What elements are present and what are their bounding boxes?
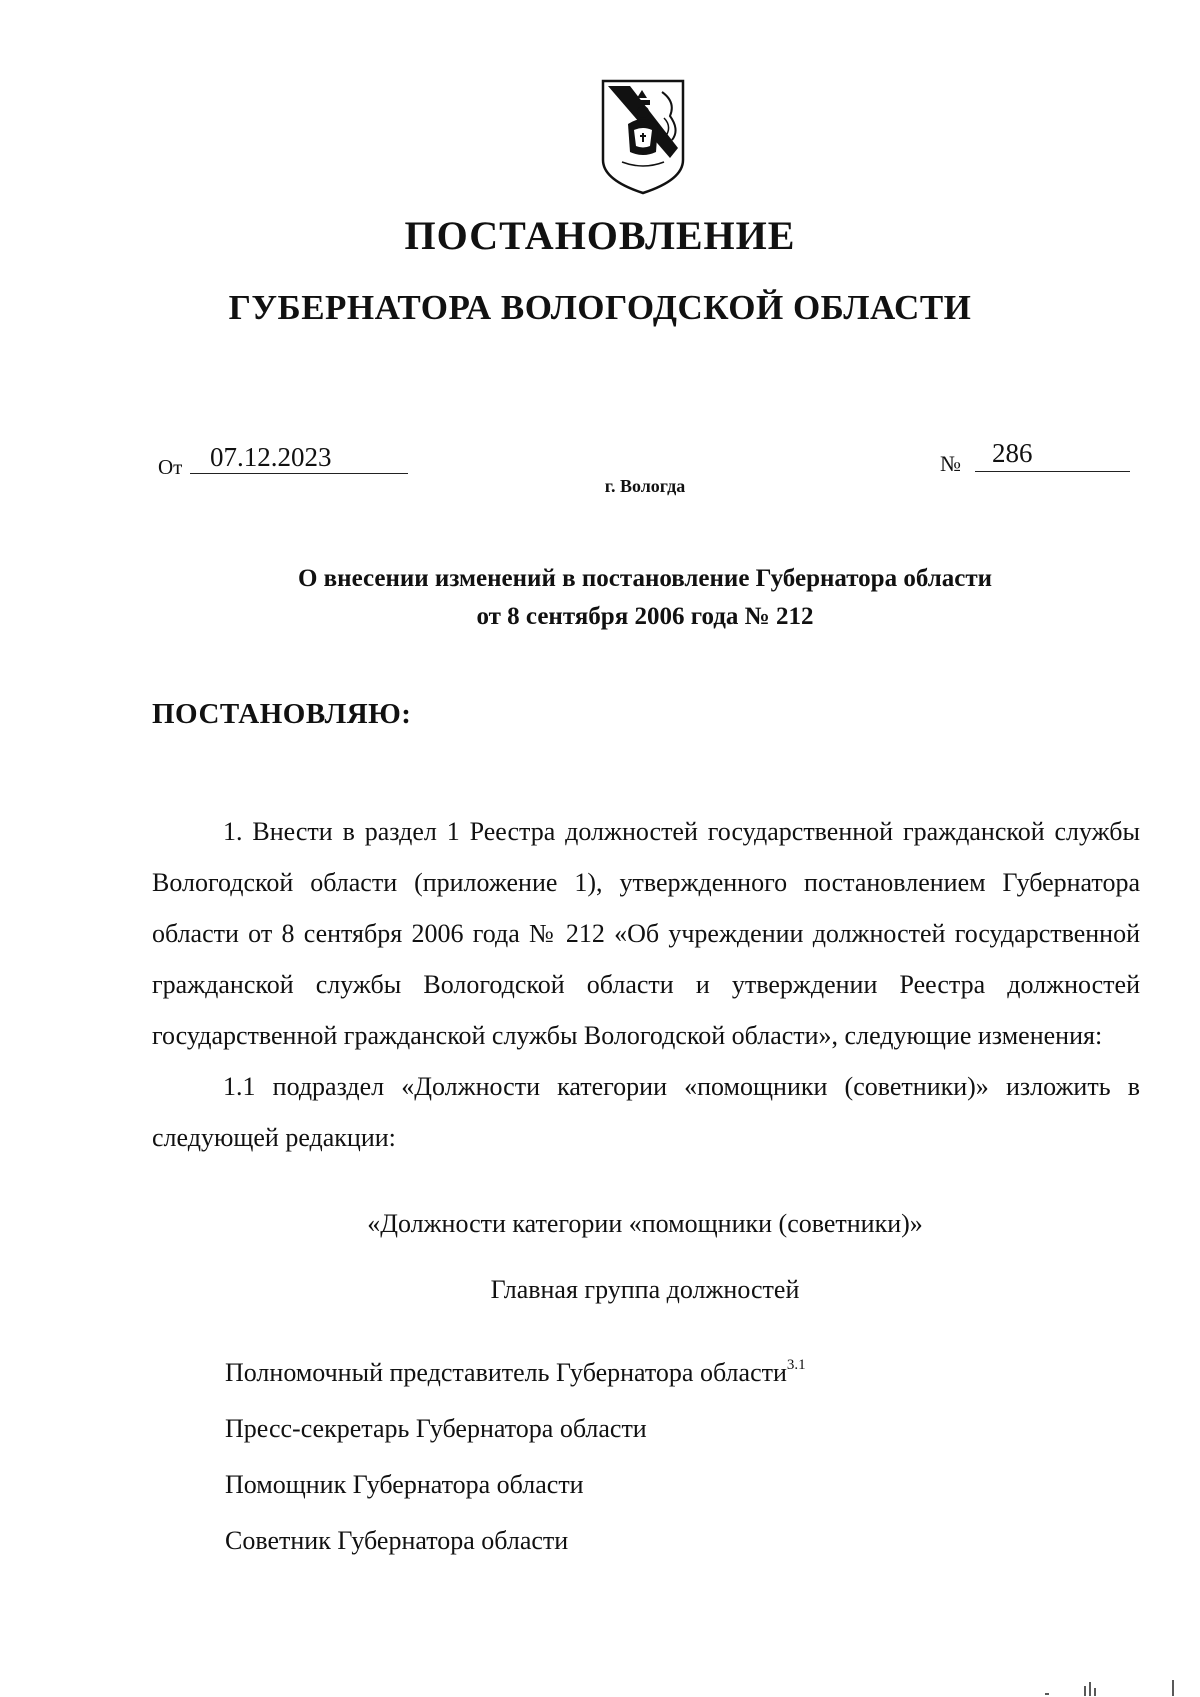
body-paragraph-1: 1. Внести в раздел 1 Реестра должностей государственной гражданской службы Вологодской области (приложение 1), утвержденного постановлением Губернатора области от 8 сентября 2006 года № 212 «Об учреждении должностей государственной гражданской службы Вологодской области и утверждении Реестра должностей государственной гражданской службы Вологодской области», следующие изменения: — [152, 817, 1140, 1050]
footnote-mark: 3.1 — [786, 1357, 806, 1373]
position-text: Помощник Губернатора области — [225, 1470, 584, 1499]
city-label: г. Вологда — [604, 476, 686, 496]
list-item — [225, 1337, 806, 1401]
position-text: Советник Губернатора области — [225, 1526, 569, 1555]
subject-line-2: от 8 сентября 2006 года № 212 — [476, 603, 814, 630]
number-underline — [975, 471, 1130, 472]
group-heading: Главная группа должностей — [490, 1275, 800, 1304]
coat-of-arms-icon — [600, 78, 686, 196]
document-date: 07.12.2023 — [210, 442, 332, 472]
document-title: ПОСТАНОВЛЕНИЕ — [404, 213, 796, 258]
positions-list — [225, 1337, 806, 1569]
position-text: Полномочный представитель Губернатора области — [225, 1358, 787, 1387]
date-underline — [190, 473, 408, 474]
decree-heading: ПОСТАНОВЛЯЮ: — [152, 698, 412, 730]
position-text: Пресс-секретарь Губернатора области — [225, 1414, 647, 1443]
scan-marks — [1035, 1672, 1185, 1697]
document-body — [152, 806, 1140, 1163]
body-paragraph-2: 1.1 подраздел «Должности категории «помощники (советники)» изложить в следующей редакции: — [152, 1072, 1140, 1152]
list-item — [225, 1401, 806, 1457]
document-subtitle: ГУБЕРНАТОРА ВОЛОГОДСКОЙ ОБЛАСТИ — [228, 288, 972, 327]
document-subject — [230, 560, 1060, 636]
date-label: От — [158, 455, 183, 479]
category-heading: «Должности категории «помощники (советники)» — [367, 1209, 923, 1238]
list-item — [225, 1457, 806, 1513]
list-item — [225, 1513, 806, 1569]
document-number: 286 — [992, 438, 1033, 468]
number-label: № — [940, 451, 961, 476]
subject-line-1: О внесении изменений в постановление Губернатора области — [297, 565, 993, 592]
